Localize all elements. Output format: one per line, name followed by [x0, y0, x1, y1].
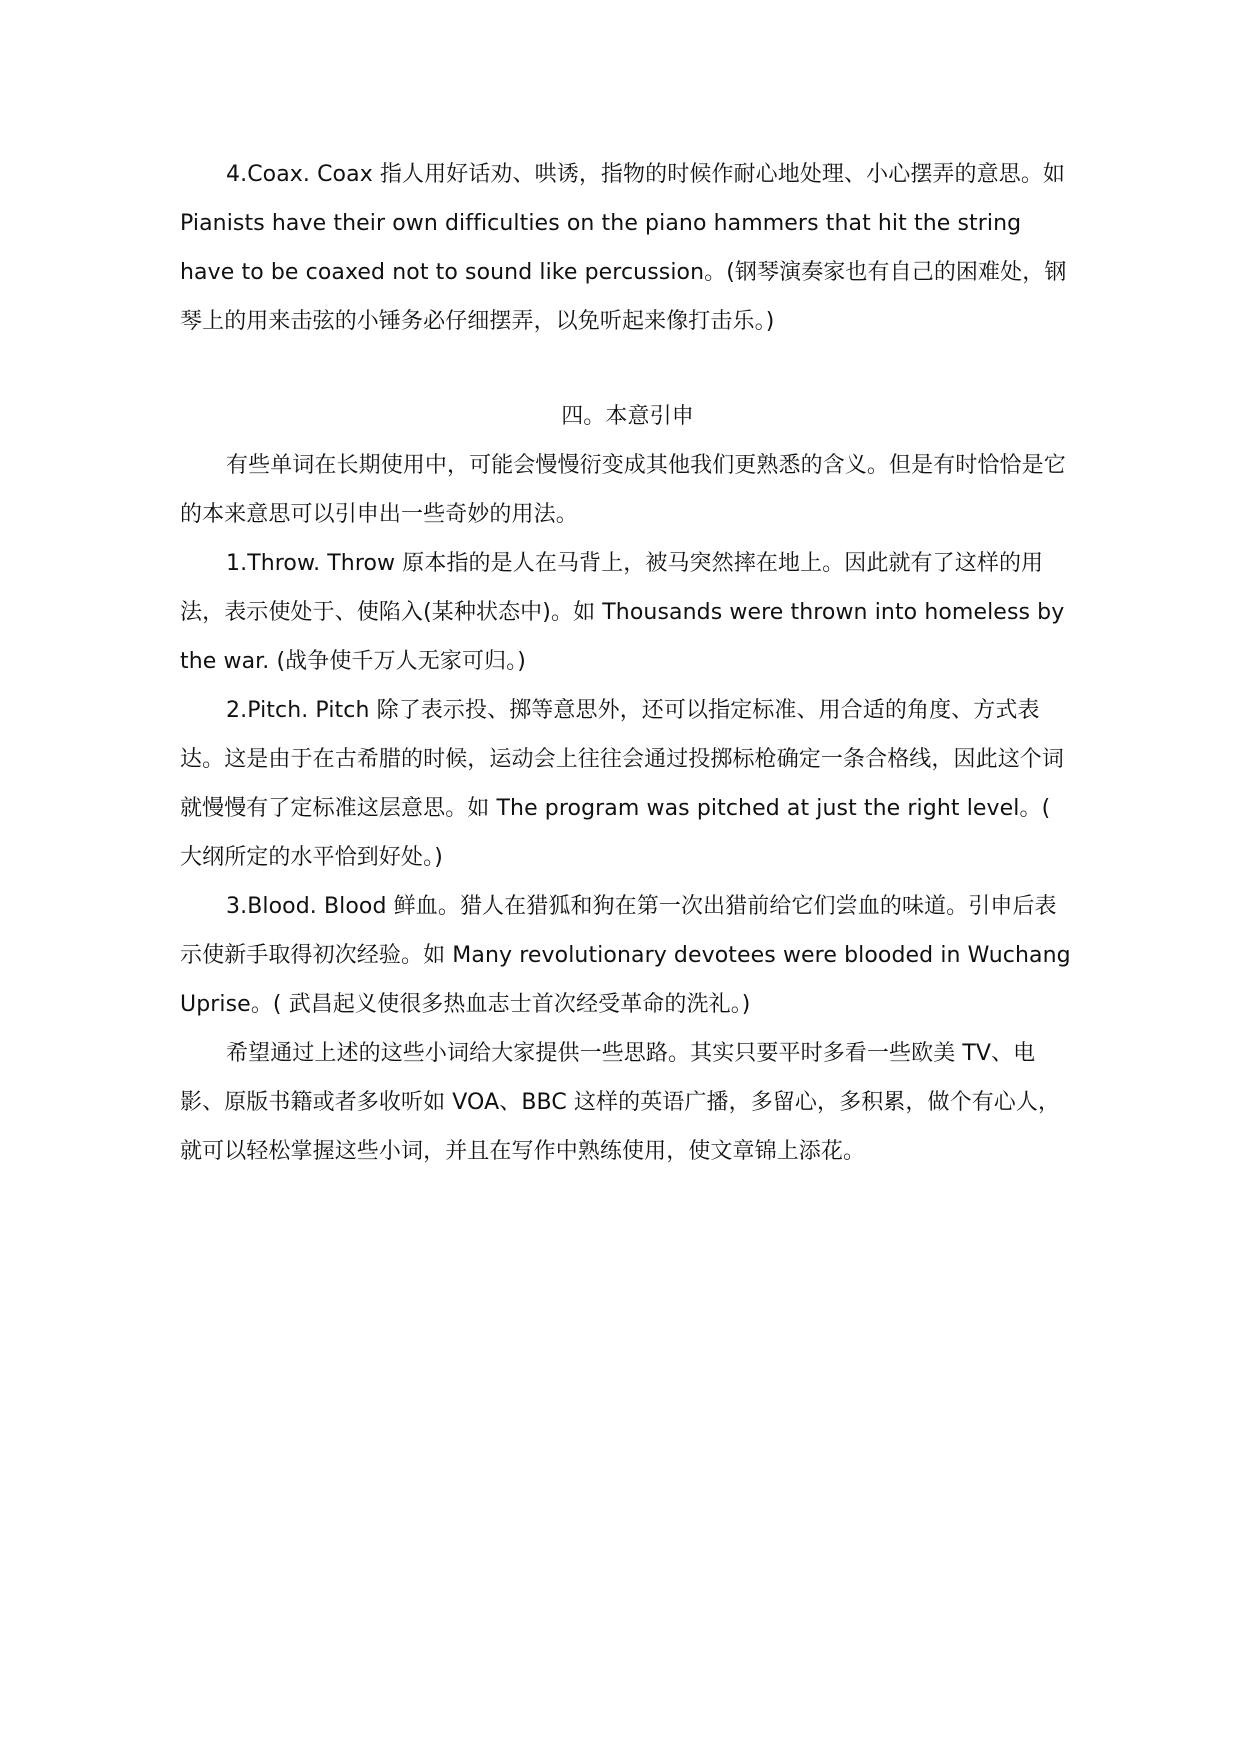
paragraph-throw: 1.Throw. Throw 原本指的是人在马背上，被马突然摔在地上。因此就有了这样的用法，表示使处于、使陷入(某种状态中)。如 Thousands were thrown into homeless by the war. (战争使千万人无家可归。) — [180, 551, 1065, 674]
paragraph-blood: 3.Blood. Blood 鲜血。猎人在猎狐和狗在第一次出猎前给它们尝血的味道。引申后表示使新手取得初次经验。如 Many revolutionary devotees were blooded in Wuchang Uprise。( 武昌起义使很多热血志士首次经受革命的洗礼。) — [180, 894, 1071, 1017]
document-content — [180, 150, 1075, 1176]
paragraph-conclusion: 希望通过上述的这些小词给大家提供一些思路。其实只要平时多看一些欧美 TV、电影、原版书籍或者多收听如 VOA、BBC 这样的英语广播，多留心，多积累，做个有心人，就可以轻松掌握这些小词，并且在写作中熟练使用，使文章锦上添花。 — [180, 1041, 1061, 1164]
paragraph-coax: 4.Coax. Coax 指人用好话劝、哄诱，指物的时候作耐心地处理、小心摆弄的意思。如 Pianists have their own difficulties on the piano hammers that hit the string have to be coaxed not to sound like percussion。(钢琴演奏家也有自己的困难处，钢琴上的用来击弦的小锤务必仔细摆弄，以免听起来像打击乐。) — [180, 162, 1067, 334]
paragraph-intro: 有些单词在长期使用中，可能会慢慢衍变成其他我们更熟悉的含义。但是有时恰恰是它的本来意思可以引申出一些奇妙的用法。 — [180, 453, 1066, 527]
section-title: 四。本意引申 — [561, 404, 694, 429]
paragraph-pitch: 2.Pitch. Pitch 除了表示投、掷等意思外，还可以指定标准、用合适的角度、方式表达。这是由于在古希腊的时候，运动会上往往会通过投掷标枪确定一条合格线，因此这个词就慢慢有了定标准这层意思。如 The program was pitched at just the right level。( 大纲所定的水平恰到好处。) — [180, 698, 1065, 870]
